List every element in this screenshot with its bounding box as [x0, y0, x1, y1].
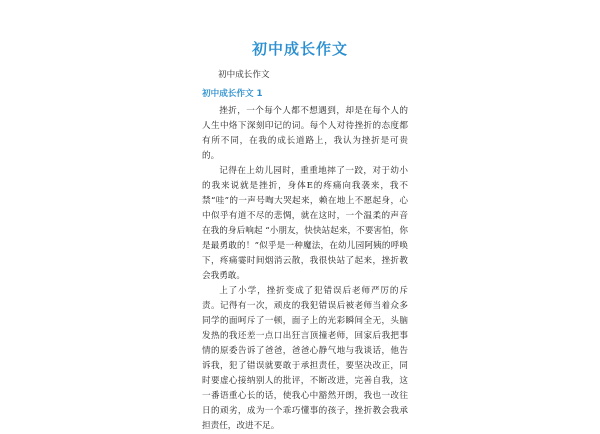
paragraph-1: 挫折，一个每个人都不想遇到，却是在每个人的人生中烙下深刻印记的词。每个人对待挫折的态度都有所不同，在我的成长道路上，我认为挫折是可贵的。 [202, 106, 408, 161]
document-title: 初中成长作文 [251, 40, 348, 58]
paragraph-2: 记得在上幼儿园时，重重地摔了一跤，对于幼小的我来说就是挫折，身体E的疼痛向我袭来，我不禁“哇”的一声号啕大哭起来，赖在地上不愿起身，心中似乎有道不尽的悲惆，就在这时，一个温柔的声音在我的身后响起 “小朋友，快快站起来，不要害怕，你是最勇敢的！”似乎是一种魔法，在幼儿园阿姨的呼唤下，疼痛霎时间烟消云散，我很快站了起来，挫折教会我勇敢。 [202, 166, 408, 281]
paragraph-3: 上了小学，挫折变成了犯错误后老师严厉的斥责。记得有一次，顽皮的我犯错误后被老师当着众多同学的面呵斥了一顿，面子上的光彩瞬间全无，头脑发热的我还差一点口出狂言顶撞老师，回家后我把事情的原委告诉了爸爸，爸爸心静气地与我谈话，他告诉我，犯了错误就要敢于承担责任，要坚决改正，同时要虚心接纳别人的批评，不断改进，完善自我，这一番语重心长的话，使我心中豁然开朗，我也一改往日的顽劣，成为一个乖巧懂事的孩子，挫折教会我承担责任，改进不足。 [202, 286, 408, 431]
article-subtitle: 初中成长作文 [218, 70, 270, 80]
section-heading: 初中成长作文 1 [202, 89, 263, 99]
article-body [202, 68, 408, 434]
